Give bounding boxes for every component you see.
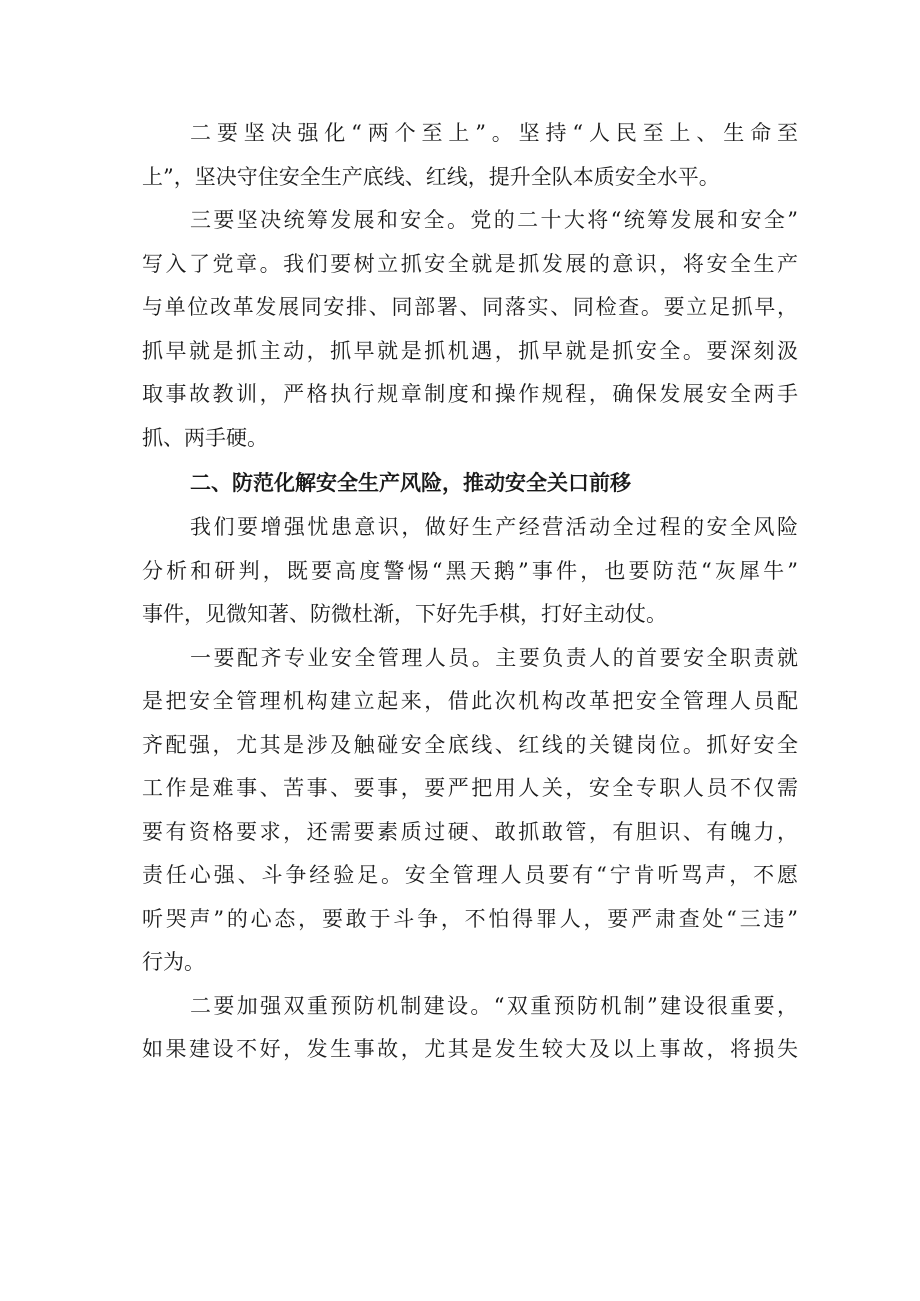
paragraph-risk-awareness bbox=[142, 506, 798, 637]
paragraph-development-security bbox=[142, 199, 798, 460]
text-line: 与单位改革发展同安排、同部署、同落实、同检查。要立足抓早， bbox=[142, 295, 798, 319]
section-heading: 二、防范化解安全生产风险，推动安全关口前移 bbox=[190, 471, 631, 495]
text-line: 责任心强、斗争经验足。安全管理人员要有“宁肯听骂声，不愿 bbox=[142, 863, 798, 887]
text-line: 要有资格要求，还需要素质过硬、敢抓敢管，有胆识、有魄力， bbox=[142, 819, 798, 844]
paragraph-two-supreme bbox=[142, 112, 798, 199]
text-line: 工作是难事、苦事、要事，要严把用人关，安全专职人员不仅需 bbox=[142, 776, 798, 800]
text-line: 齐配强，尤其是涉及触碰安全底线、红线的关键岗位。抓好安全 bbox=[142, 732, 798, 757]
text-line: 分析和研判，既要高度警惕“黑天鹅”事件，也要防范“灰犀牛” bbox=[142, 558, 798, 583]
text-line: 上”，坚决守住安全生产底线、红线，提升全队本质安全水平。 bbox=[142, 164, 720, 189]
text-line: 二要坚决强化“两个至上”。坚持“人民至上、生命至 bbox=[190, 121, 798, 145]
text-line: 抓早就是抓主动，抓早就是抓机遇，抓早就是抓安全。要深刻汲 bbox=[142, 338, 798, 363]
paragraph-safety-staff bbox=[142, 637, 798, 985]
text-line: 如果建设不好，发生事故，尤其是发生较大及以上事故，将损失 bbox=[142, 1037, 798, 1061]
text-line: 三要坚决统筹发展和安全。党的二十大将“统筹发展和安全” bbox=[190, 208, 798, 232]
text-line: 我们要增强忧患意识，做好生产经营活动全过程的安全风险 bbox=[190, 515, 798, 539]
text-line: 是把安全管理机构建立起来，借此次机构改革把安全管理人员配 bbox=[142, 689, 798, 713]
document-page bbox=[142, 112, 798, 1072]
paragraph-dual-prevention bbox=[142, 985, 798, 1072]
text-line: 听哭声”的心态，要敢于斗争，不怕得罪人，要严肃查处“三违” bbox=[142, 906, 798, 931]
text-line: 抓、两手硬。 bbox=[142, 425, 268, 450]
text-line: 写入了党章。我们要树立抓安全就是抓发展的意识，将安全生产 bbox=[142, 251, 798, 276]
text-line: 事件，见微知著、防微杜渐，下好先手棋，打好主动仗。 bbox=[142, 602, 667, 626]
text-line: 一要配齐专业安全管理人员。主要负责人的首要安全职责就 bbox=[190, 645, 798, 670]
text-line: 行为。 bbox=[142, 950, 205, 974]
text-line: 取事故教训，严格执行规章制度和操作规程，确保发展安全两手 bbox=[142, 382, 798, 406]
text-line: 二要加强双重预防机制建设。“双重预防机制”建设很重要， bbox=[190, 993, 798, 1018]
